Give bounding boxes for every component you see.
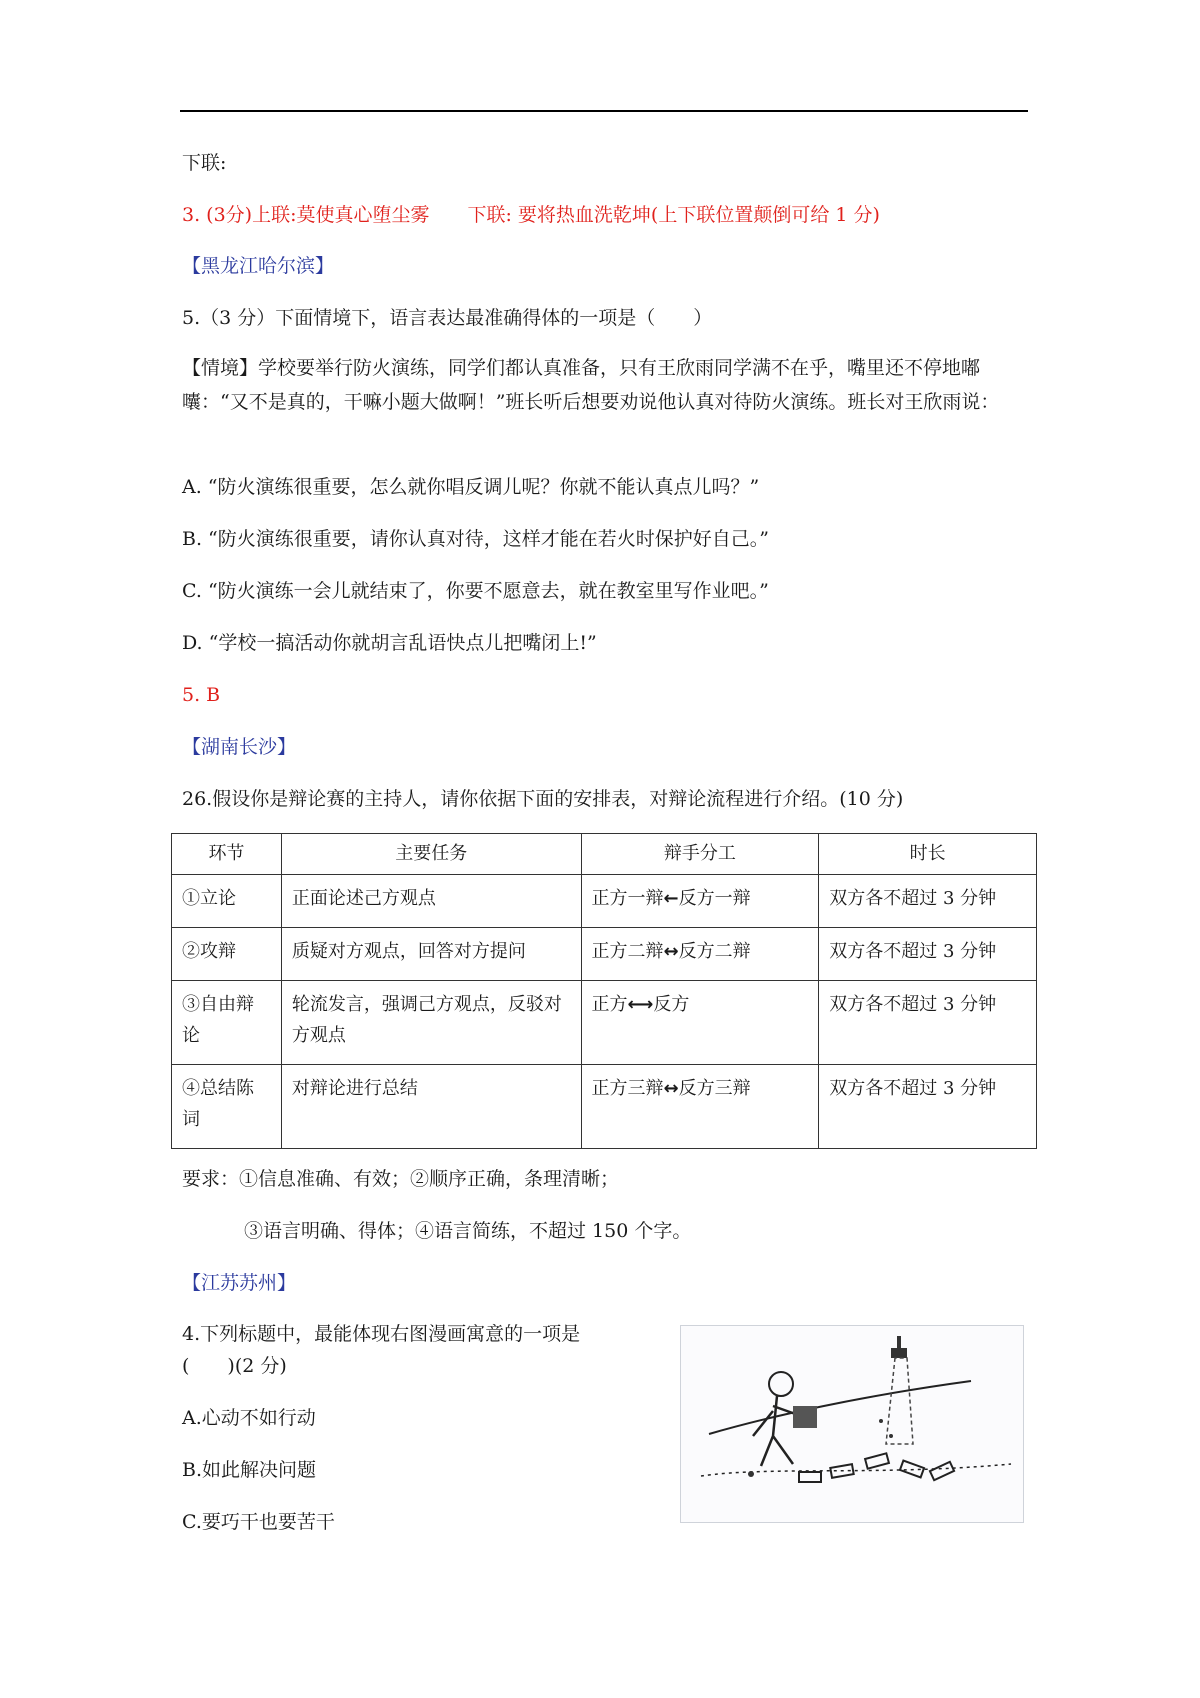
region-heading-harbin: 【黑龙江哈尔滨】 xyxy=(182,255,335,277)
debate-schedule-table xyxy=(171,833,1037,1149)
roles-cell xyxy=(581,1065,819,1149)
option-c: C. “防火演练一会儿就结束了，你要不愿意去，就在教室里写作业吧。” xyxy=(182,580,769,602)
table-row xyxy=(172,981,1037,1065)
region-heading-changsha: 【湖南长沙】 xyxy=(182,736,297,758)
option-b: B. “防火演练很重要，请你认真对待，这样才能在若火时保护好自己。” xyxy=(182,528,769,550)
task-cell: 对辩论进行总结 xyxy=(281,1065,581,1149)
cartoon-image xyxy=(680,1325,1024,1523)
stage-cell: ③自由辩论 xyxy=(172,981,282,1065)
role-left: 正方一辩 xyxy=(591,888,664,909)
option-4a: A.心动不如行动 xyxy=(182,1407,316,1429)
role-left: 正方二辩 xyxy=(591,941,664,962)
question-5: 5.（3 分）下面情境下，语言表达最准确得体的一项是（ ） xyxy=(182,307,713,329)
duration-cell: 双方各不超过 3 分钟 xyxy=(819,928,1037,981)
roles-cell xyxy=(581,875,819,928)
question-4-paren: ( )(2 分) xyxy=(182,1355,287,1377)
cartoon-drawing xyxy=(681,1326,1023,1522)
task-cell: 质疑对方观点，回答对方提问 xyxy=(281,928,581,981)
requirements-line-1: 要求：①信息准确、有效；②顺序正确，条理清晰； xyxy=(182,1168,620,1190)
long-double-arrow-icon: ⟷ xyxy=(627,994,654,1015)
option-d: D. “学校一搞活动你就胡言乱语快点儿把嘴闭上!” xyxy=(182,632,597,654)
role-right: 反方二辩 xyxy=(678,941,751,962)
role-left: 正方 xyxy=(591,994,628,1015)
header-duration: 时长 xyxy=(819,834,1037,875)
duration-cell: 双方各不超过 3 分钟 xyxy=(819,981,1037,1065)
left-arrow-icon: ← xyxy=(663,888,679,909)
stage-cell: ①立论 xyxy=(172,875,282,928)
option-4b: B.如此解决问题 xyxy=(182,1459,317,1481)
double-arrow-icon: ↔ xyxy=(663,1078,679,1099)
header-roles: 辩手分工 xyxy=(581,834,819,875)
requirements-line-2: ③语言明确、得体；④语言简练，不超过 150 个字。 xyxy=(244,1220,692,1242)
role-right: 反方一辩 xyxy=(678,888,751,909)
question-4: 4.下列标题中，最能体现右图漫画寓意的一项是 xyxy=(182,1323,581,1345)
stage-cell: ④总结陈词 xyxy=(172,1065,282,1149)
xialian-label: 下联: xyxy=(182,152,227,174)
task-cell: 正面论述己方观点 xyxy=(281,875,581,928)
question-26: 26.假设你是辩论赛的主持人，请你依据下面的安排表，对辩论流程进行介绍。(10 分) xyxy=(182,788,904,810)
role-right: 反方三辩 xyxy=(678,1078,751,1099)
table-header-row xyxy=(172,834,1037,875)
table-row xyxy=(172,928,1037,981)
header-stage: 环节 xyxy=(172,834,282,875)
header-task: 主要任务 xyxy=(281,834,581,875)
duration-cell: 双方各不超过 3 分钟 xyxy=(819,875,1037,928)
answer-5: 5. B xyxy=(182,684,221,706)
stage-cell: ②攻辩 xyxy=(172,928,282,981)
roles-cell xyxy=(581,928,819,981)
header-rule xyxy=(180,110,1028,112)
answer-3: 3. (3分)上联:莫使真心堕尘雾 下联: 要将热血洗乾坤(上下联位置颠倒可给 1 分) xyxy=(182,204,880,226)
question-5-context: 【情境】学校要举行防火演练，同学们都认真准备，只有王欣雨同学满不在乎，嘴里还不停地嘟囔：“又不是真的，干嘛小题大做啊！”班长听后想要劝说他认真对待防火演练。班长对王欣雨说： xyxy=(182,357,1000,413)
region-heading-suzhou: 【江苏苏州】 xyxy=(182,1272,297,1294)
duration-cell: 双方各不超过 3 分钟 xyxy=(819,1065,1037,1149)
option-a: A. “防火演练很重要，怎么就你唱反调儿呢？你就不能认真点儿吗？” xyxy=(182,476,760,498)
role-left: 正方三辩 xyxy=(591,1078,664,1099)
double-arrow-icon: ↔ xyxy=(663,941,679,962)
task-cell: 轮流发言，强调己方观点，反驳对方观点 xyxy=(281,981,581,1065)
option-4c: C.要巧干也要苦干 xyxy=(182,1511,335,1533)
roles-cell xyxy=(581,981,819,1065)
role-right: 反方 xyxy=(653,994,690,1015)
table-row xyxy=(172,875,1037,928)
table-row xyxy=(172,1065,1037,1149)
